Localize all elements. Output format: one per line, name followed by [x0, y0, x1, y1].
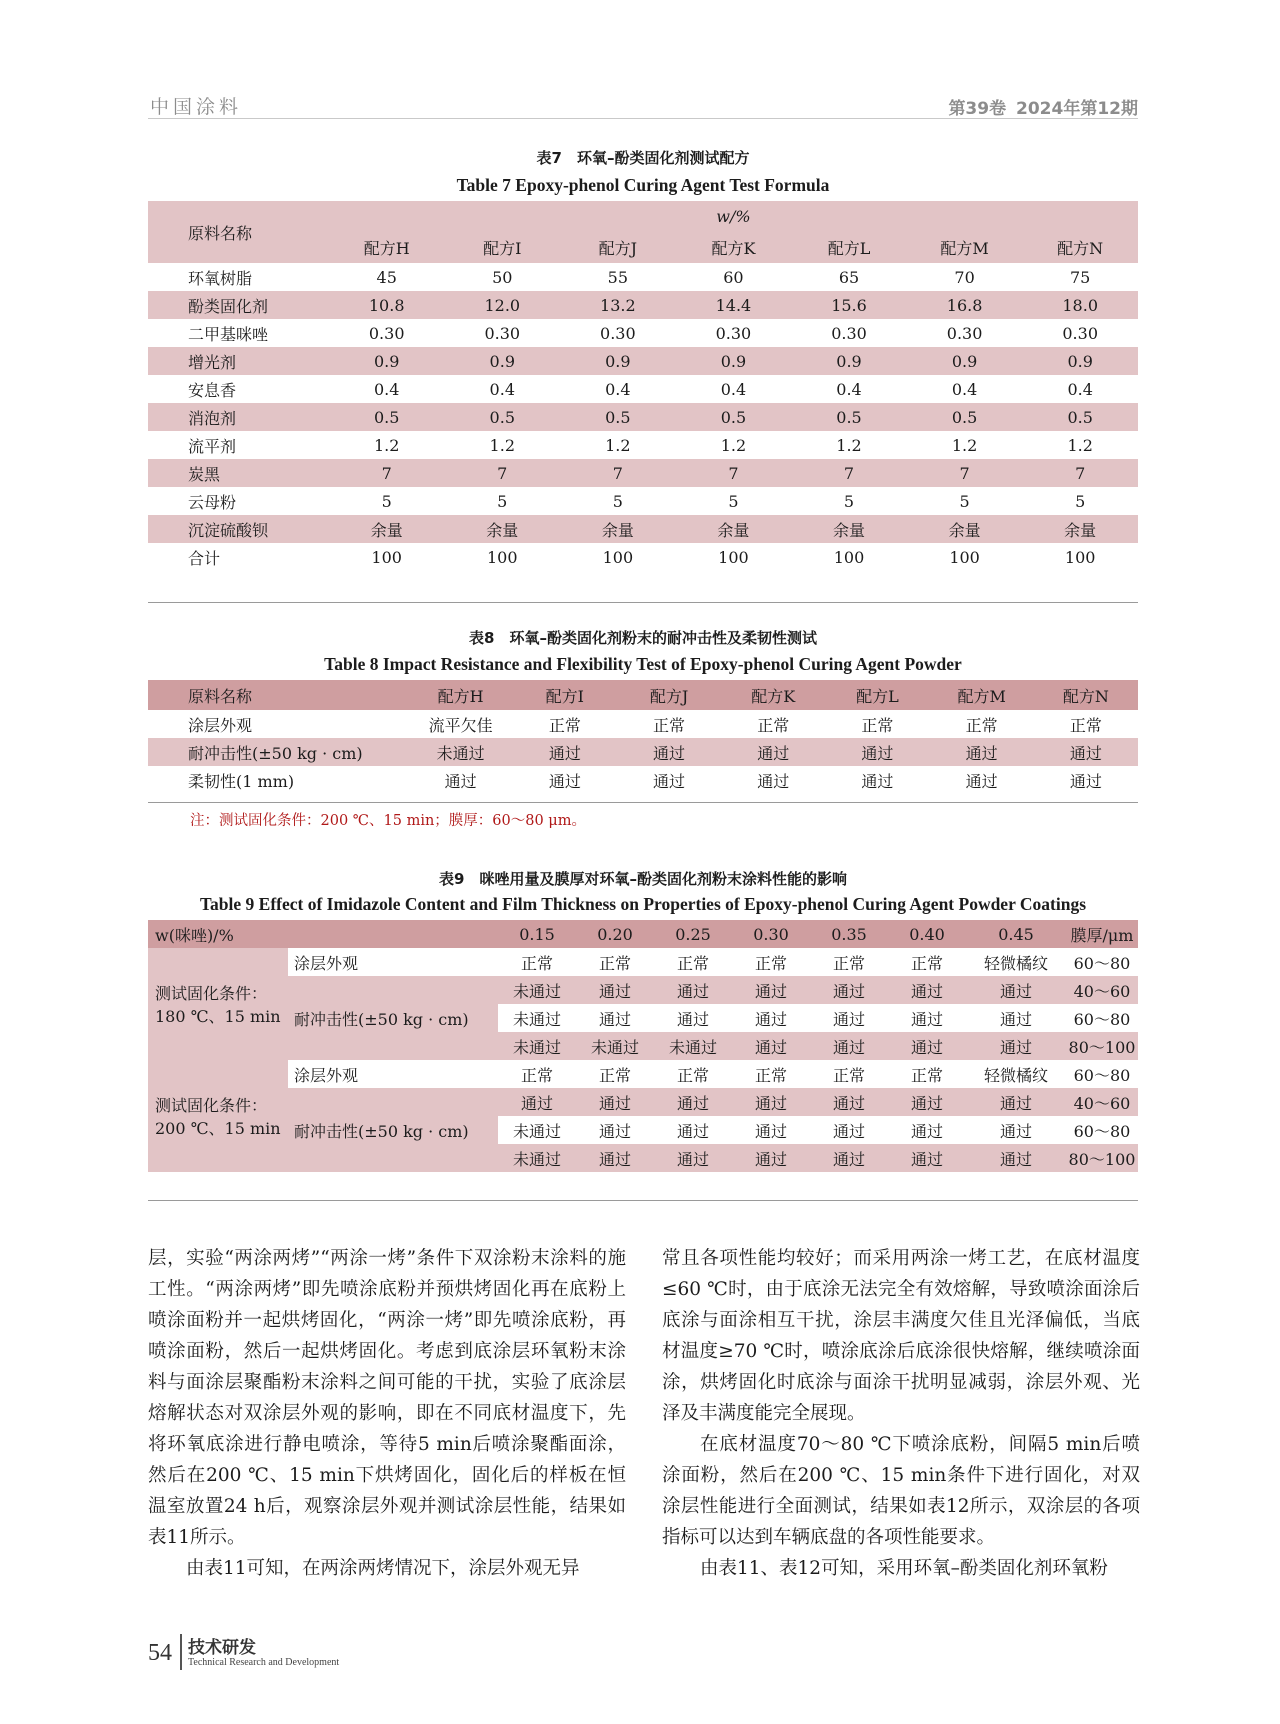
- table9-cell: 通过: [810, 1032, 888, 1060]
- table7-cell: 0.30: [484, 323, 521, 343]
- table8-column-header: 配方H: [409, 680, 513, 710]
- table8-row-label: 涂层外观: [188, 715, 253, 735]
- table7-cell: 余量: [676, 515, 792, 543]
- table9-cell: 通过: [732, 976, 810, 1004]
- table9-cell: 正常: [654, 1060, 732, 1088]
- table9-cell: 未通过: [498, 1004, 576, 1032]
- table9-cell: 通过: [810, 1144, 888, 1172]
- table9-column-header: 0.35: [810, 920, 888, 948]
- table7-cell: 余量: [560, 515, 676, 543]
- table9-cell: 通过: [732, 1144, 810, 1172]
- table9-cell: 通过: [654, 1144, 732, 1172]
- table8-cell: 正常: [548, 715, 581, 735]
- table9-bottom-rule: [148, 1200, 1138, 1201]
- table7-cell: 0.30: [831, 323, 867, 343]
- table9-cell: 正常: [576, 948, 654, 976]
- table7-row: [148, 291, 1138, 319]
- table7-row-label: 二甲基咪唑: [188, 324, 269, 344]
- table7-cell: 70: [954, 267, 975, 287]
- table7-caption-en: Table 7 Epoxy-phenol Curing Agent Test Formula: [456, 175, 830, 195]
- table7-cell: 0.9: [329, 347, 445, 375]
- table9-cell: 正常: [498, 1060, 576, 1088]
- table7-cell: 0.5: [676, 403, 792, 431]
- table9-cell: 通过: [576, 1144, 654, 1172]
- table8-cell: 通过: [757, 771, 790, 791]
- table9-cell: 通过: [888, 1144, 966, 1172]
- table9-cell: 通过: [498, 1088, 576, 1116]
- table7-cell: 7: [791, 459, 907, 487]
- table7-row-label: 酚类固化剂: [148, 291, 329, 319]
- table9-column-header: 0.45: [966, 920, 1066, 948]
- body-paragraph: 层，实验“两涂两烤”“两涂一烤”条件下双涂粉末涂料的施工性。“两涂两烤”即先喷涂底粉并预烘烤固化再在底粉上喷涂面粉并一起烘烤固化，“两涂一烤”即先喷涂底粉，再喷涂面粉，然后一起烘烤固化。考虑到底涂层环氧粉末涂料与面涂层聚酯粉末涂料之间可能的干扰，实验了底涂层熔解状态对双涂层外观的影响，即在不同底材温度下，先将环氧底涂进行静电喷涂，等待5 min后喷涂聚酯面涂，然后在200 ℃、15 min下烘烤固化，固化后的样板在恒温室放置24 h后，观察涂层外观并测试涂层性能，结果如表11所示。: [148, 1248, 626, 1548]
- table7-cell: 余量: [1022, 515, 1138, 543]
- table8-row: [148, 738, 1138, 766]
- table8-cell: 通过: [617, 738, 721, 766]
- table7-row: [148, 375, 1138, 403]
- table9-condition-cell: [148, 948, 288, 1060]
- table8-cell: 正常: [861, 715, 894, 735]
- table9-cell: 通过: [888, 1088, 966, 1116]
- table9-thickness-cell: 80～100: [1066, 1144, 1138, 1172]
- table8-column-header: 配方N: [1034, 680, 1138, 710]
- table7-column-header: 配方I: [444, 231, 560, 263]
- table7-row: [148, 263, 1138, 291]
- table9-cell: 正常: [810, 948, 888, 976]
- table7-cell: 5: [959, 491, 970, 511]
- table7-cell: 0.4: [1067, 379, 1093, 399]
- table9-cell: 通过: [810, 1004, 888, 1032]
- table8-cell: 通过: [861, 771, 894, 791]
- table7-cell: 0.5: [907, 403, 1023, 431]
- table7-group-header: w/%: [329, 201, 1138, 231]
- table8-column-header: 配方J: [617, 680, 721, 710]
- table9-condition-cell: [148, 1060, 288, 1172]
- table7-name-header: 原料名称: [148, 201, 329, 263]
- table7-cell: 75: [1070, 267, 1091, 287]
- table9-appearance-row: [148, 1060, 1138, 1088]
- table9-thickness-cell: 60～80: [1066, 948, 1138, 976]
- table9-column-header: 0.15: [498, 920, 576, 948]
- body-column-right: [662, 1243, 1140, 1584]
- table9-appearance-row: [148, 948, 1138, 976]
- table9-cell: 通过: [654, 1116, 732, 1144]
- section-title-en: Technical Research and Development: [188, 1657, 340, 1668]
- table8-row-label: 柔韧性(1 mm): [188, 771, 295, 791]
- table8-cell: 通过: [721, 738, 825, 766]
- table7-cell: 余量: [907, 515, 1023, 543]
- table7-cell: 65: [838, 267, 860, 287]
- table8-cell: 通过: [930, 738, 1034, 766]
- table7-cell: 55: [607, 267, 629, 287]
- table9-cell: 正常: [810, 1060, 888, 1088]
- body-column-left: [148, 1243, 626, 1584]
- table7-row-label: 合计: [188, 548, 221, 568]
- table7-row-label: 增光剂: [148, 347, 329, 375]
- table7-cell: 0.5: [329, 403, 445, 431]
- table7-caption-cn: 表7 环氧–酚类固化剂测试配方: [536, 149, 750, 167]
- table9-caption-cn: 表9 咪唑用量及膜厚对环氧–酚类固化剂粉末涂料性能的影响: [439, 870, 847, 888]
- table7-cell: 0.4: [720, 379, 747, 399]
- table9-column-header: 0.30: [732, 920, 810, 948]
- table7-cell: 13.2: [560, 291, 676, 319]
- table9-cell: 通过: [576, 1088, 654, 1116]
- table8-cell: 流平欠佳: [428, 715, 493, 735]
- table8-cell: 通过: [825, 738, 929, 766]
- journal-name: 中国涂料: [150, 96, 243, 118]
- table8-row: [148, 710, 1138, 738]
- table7-cell: 0.30: [946, 323, 983, 343]
- table9-caption-en: Table 9 Effect of Imidazole Content and Film Thickness on Properties of Epoxy-phenol Curing Agent Powder Coatings: [199, 894, 1087, 914]
- table7-cell: 0.5: [1022, 403, 1138, 431]
- table9-cell: 通过: [732, 1004, 810, 1032]
- table9-thickness-cell: 40～60: [1066, 976, 1138, 1004]
- table9-cell: 正常: [888, 948, 966, 976]
- table9-header-row: [148, 920, 1138, 948]
- table9-impact-row: [148, 1088, 1138, 1116]
- table7-row-label: 云母粉: [188, 492, 237, 512]
- table9-cell: 未通过: [654, 1032, 732, 1060]
- table7-cell: 0.5: [791, 403, 907, 431]
- table8-column-header: 配方M: [930, 680, 1034, 710]
- table9-cell: 通过: [810, 1088, 888, 1116]
- table8-row-label: 耐冲击性(±50 kg · cm): [148, 738, 409, 766]
- table7-cell: 5: [843, 491, 855, 511]
- table9-cell: 正常: [498, 948, 576, 976]
- table7-cell: 0.9: [560, 347, 676, 375]
- table8-cell: 通过: [444, 771, 477, 791]
- table9-cell: 通过: [966, 1088, 1066, 1116]
- table7-cell: 100: [371, 547, 402, 567]
- table7-cell: 100: [602, 547, 634, 567]
- table9-cell: 通过: [654, 1088, 732, 1116]
- table7-cell: 14.4: [676, 291, 792, 319]
- table7-cell: 0.4: [489, 379, 515, 399]
- table7-cell: 0.4: [836, 379, 862, 399]
- table7-row: [148, 543, 1138, 571]
- table7-cell: 50: [492, 267, 513, 287]
- table9-appearance-label: 涂层外观: [288, 948, 498, 976]
- table8-cell: 通过: [965, 771, 998, 791]
- table9-header-label: w(咪唑)/%: [148, 920, 498, 948]
- table9-cell: 通过: [732, 1088, 810, 1116]
- table9-condition-line: 测试固化条件：: [155, 1096, 268, 1115]
- table9-cell: 正常: [732, 1060, 810, 1088]
- body-paragraph: 常且各项性能均较好；而采用两涂一烤工艺，在底材温度≤60 ℃时，由于底涂无法完全有效熔解，导致喷涂面涂后底涂与面涂相互干扰，涂层丰满度欠佳且光泽偏低，当底材温度≥70 ℃时，喷涂底涂后底涂很快熔解，继续喷涂面涂，烘烤固化时底涂与面涂干扰明显减弱，涂层外观、光泽及丰满度能完全展现。: [662, 1248, 1140, 1424]
- table9-cell: 通过: [810, 1116, 888, 1144]
- table7-cell: 100: [833, 547, 865, 567]
- table8-cell: 通过: [1034, 738, 1138, 766]
- table8-name-header: 原料名称: [148, 680, 409, 710]
- table9-cell: 未通过: [498, 1116, 576, 1144]
- table8-cell: 通过: [548, 771, 581, 791]
- table7-cell: 0.30: [1062, 323, 1098, 343]
- table7-cell: 7: [329, 459, 445, 487]
- table7-row-label: 消泡剂: [148, 403, 329, 431]
- table7-column-header: 配方K: [676, 231, 792, 263]
- table9-column-header: 0.20: [576, 920, 654, 948]
- body-paragraph: 由表11可知，在两涂两烤情况下，涂层外观无异: [186, 1558, 580, 1579]
- table9-column-header: 0.25: [654, 920, 732, 948]
- table8-cell: 正常: [757, 715, 790, 735]
- page-number: 54: [148, 1640, 172, 1666]
- table9: [148, 920, 1138, 1172]
- table7-cell: 5: [381, 491, 392, 511]
- table9-cell: 通过: [966, 1004, 1066, 1032]
- table7-cell: 0.9: [1022, 347, 1138, 375]
- table7-row-label: 环氧树脂: [188, 268, 253, 288]
- header-rule: [148, 118, 1138, 119]
- table9-cell: 通过: [888, 1032, 966, 1060]
- table7-cell: 5: [728, 491, 739, 511]
- table9-cell: 通过: [576, 1116, 654, 1144]
- table7-cell: 100: [487, 547, 518, 567]
- table7-cell: 60: [723, 267, 744, 287]
- table7-cell: 7: [907, 459, 1023, 487]
- table7-row-label: 安息香: [188, 380, 237, 400]
- table9-cell: 通过: [888, 1116, 966, 1144]
- table9-impact-row: [148, 976, 1138, 1004]
- table7-cell: 余量: [444, 515, 560, 543]
- table9-thickness-cell: 80～100: [1066, 1032, 1138, 1060]
- table9-cell: 通过: [888, 1004, 966, 1032]
- table7-row-label: 流平剂: [188, 436, 237, 456]
- table7-row: [148, 347, 1138, 375]
- table9-cell: 通过: [576, 976, 654, 1004]
- table8-note: 注：测试固化条件：200 ℃、15 min；膜厚：60～80 μm。: [190, 813, 586, 829]
- table9-condition-line: 180 ℃、15 min: [155, 1007, 281, 1026]
- table7: [148, 201, 1138, 571]
- table9-cell: 通过: [810, 976, 888, 1004]
- table7-row: [148, 431, 1138, 459]
- table9-cell: 通过: [966, 1032, 1066, 1060]
- table8-header-row: [148, 680, 1138, 710]
- table7-column-header: 配方L: [791, 231, 907, 263]
- table8-cell: 正常: [965, 715, 998, 735]
- table8-cell: 通过: [513, 738, 617, 766]
- table7-column-header: 配方N: [1022, 231, 1138, 263]
- table8-cell: 通过: [1069, 771, 1102, 791]
- table7-cell: 0.4: [951, 379, 978, 399]
- table9-condition-line: 200 ℃、15 min: [155, 1119, 281, 1138]
- table7-cell: 0.30: [368, 323, 405, 343]
- table7-bottom-rule: [148, 602, 1138, 603]
- table9-cell: 通过: [966, 1116, 1066, 1144]
- table7-cell: 0.9: [676, 347, 792, 375]
- table7-cell: 7: [560, 459, 676, 487]
- table9-cell: 正常: [576, 1060, 654, 1088]
- table7-cell: 100: [1064, 547, 1096, 567]
- table7-cell: 0.9: [907, 347, 1023, 375]
- table7-row: [148, 459, 1138, 487]
- table7-cell: 5: [612, 491, 623, 511]
- table9-cell: 正常: [888, 1060, 966, 1088]
- table7-cell: 18.0: [1022, 291, 1138, 319]
- table9-cell: 通过: [732, 1032, 810, 1060]
- table7-cell: 7: [444, 459, 560, 487]
- table8-caption-en: Table 8 Impact Resistance and Flexibility Test of Epoxy-phenol Curing Agent Powder: [324, 654, 962, 674]
- footer-divider: [180, 1634, 182, 1670]
- table9-cell: 未通过: [576, 1032, 654, 1060]
- table7-cell: 0.4: [605, 379, 631, 399]
- table8-cell: 正常: [1069, 715, 1102, 735]
- issue-label: 第39卷 2024年第12期: [948, 99, 1138, 119]
- table9-condition-line: 测试固化条件：: [155, 984, 268, 1003]
- table7-cell: 1.2: [836, 435, 862, 455]
- table9-thickness-cell: 60～80: [1066, 1060, 1138, 1088]
- table7-cell: 1.2: [720, 435, 747, 455]
- table7-row: [148, 487, 1138, 515]
- table9-cell: 轻微橘纹: [966, 1060, 1066, 1088]
- table9-impact-label: 耐冲击性(±50 kg · cm): [288, 976, 498, 1060]
- table7-row: [148, 515, 1138, 543]
- table7-cell: 1.2: [373, 435, 400, 455]
- table7-column-header: 配方H: [329, 231, 445, 263]
- table8-column-header: 配方L: [825, 680, 929, 710]
- body-paragraph: 由表11、表12可知，采用环氧–酚类固化剂环氧粉: [700, 1558, 1108, 1579]
- table8-bottom-rule: [148, 802, 1138, 803]
- table9-thickness-header: 膜厚/μm: [1066, 920, 1138, 948]
- table9-thickness-cell: 40～60: [1066, 1088, 1138, 1116]
- table7-cell: 余量: [329, 515, 445, 543]
- table9-impact-label: 耐冲击性(±50 kg · cm): [288, 1088, 498, 1172]
- table8-row: [148, 766, 1138, 794]
- table7-cell: 0.30: [715, 323, 752, 343]
- table7-cell: 1.2: [605, 435, 631, 455]
- table7-cell: 0.5: [560, 403, 676, 431]
- table7-cell: 0.9: [791, 347, 907, 375]
- table7-row: [148, 403, 1138, 431]
- table9-cell: 正常: [654, 948, 732, 976]
- table7-row: [148, 319, 1138, 347]
- table7-cell: 45: [376, 267, 397, 287]
- table9-cell: 未通过: [498, 1032, 576, 1060]
- table7-cell: 0.5: [444, 403, 560, 431]
- table9-cell: 通过: [966, 1144, 1066, 1172]
- table9-cell: 通过: [576, 1004, 654, 1032]
- table7-cell: 1.2: [1067, 435, 1093, 455]
- table7-cell: 1.2: [951, 435, 978, 455]
- table7-cell: 0.30: [600, 323, 636, 343]
- table7-cell: 15.6: [791, 291, 907, 319]
- table9-cell: 通过: [654, 1004, 732, 1032]
- table7-cell: 100: [718, 547, 749, 567]
- table7-cell: 5: [1075, 491, 1086, 511]
- section-title-cn: 技术研发: [188, 1638, 256, 1658]
- table9-cell: 通过: [966, 976, 1066, 1004]
- table7-cell: 0.4: [373, 379, 400, 399]
- table9-cell: 通过: [888, 976, 966, 1004]
- table8-cell: 正常: [653, 715, 686, 735]
- table7-cell: 7: [676, 459, 792, 487]
- table7-row-label: 沉淀硫酸钡: [148, 515, 329, 543]
- table9-column-header: 0.40: [888, 920, 966, 948]
- table7-cell: 1.2: [489, 435, 515, 455]
- table7-column-header: 配方M: [907, 231, 1023, 263]
- table7-cell: 0.9: [444, 347, 560, 375]
- table9-thickness-cell: 60～80: [1066, 1004, 1138, 1032]
- table7-cell: 12.0: [444, 291, 560, 319]
- table9-cell: 未通过: [498, 976, 576, 1004]
- table9-cell: 通过: [654, 976, 732, 1004]
- table9-thickness-cell: 60～80: [1066, 1116, 1138, 1144]
- table8-column-header: 配方K: [721, 680, 825, 710]
- table7-column-header: 配方J: [560, 231, 676, 263]
- table7-cell: 10.8: [329, 291, 445, 319]
- table9-cell: 轻微橘纹: [966, 948, 1066, 976]
- table9-cell: 正常: [732, 948, 810, 976]
- table8-cell: 未通过: [409, 738, 513, 766]
- table9-cell: 未通过: [498, 1144, 576, 1172]
- table8-cell: 通过: [653, 771, 686, 791]
- table9-cell: 通过: [732, 1116, 810, 1144]
- table7-cell: 余量: [791, 515, 907, 543]
- table7-cell: 100: [949, 547, 980, 567]
- table7-cell: 16.8: [907, 291, 1023, 319]
- table7-row-label: 炭黑: [148, 459, 329, 487]
- table8-caption-cn: 表8 环氧–酚类固化剂粉末的耐冲击性及柔韧性测试: [469, 629, 817, 647]
- table8-column-header: 配方I: [513, 680, 617, 710]
- table9-appearance-label: 涂层外观: [288, 1060, 498, 1088]
- body-paragraph: 在底材温度70～80 ℃下喷涂底粉，间隔5 min后喷涂面粉，然后在200 ℃、15 min条件下进行固化，对双涂层性能进行全面测试，结果如表12所示，双涂层的各项指标可以达到车辆底盘的各项性能要求。: [662, 1434, 1140, 1548]
- table7-cell: 7: [1022, 459, 1138, 487]
- table7-cell: 5: [497, 491, 508, 511]
- table8: [148, 680, 1138, 794]
